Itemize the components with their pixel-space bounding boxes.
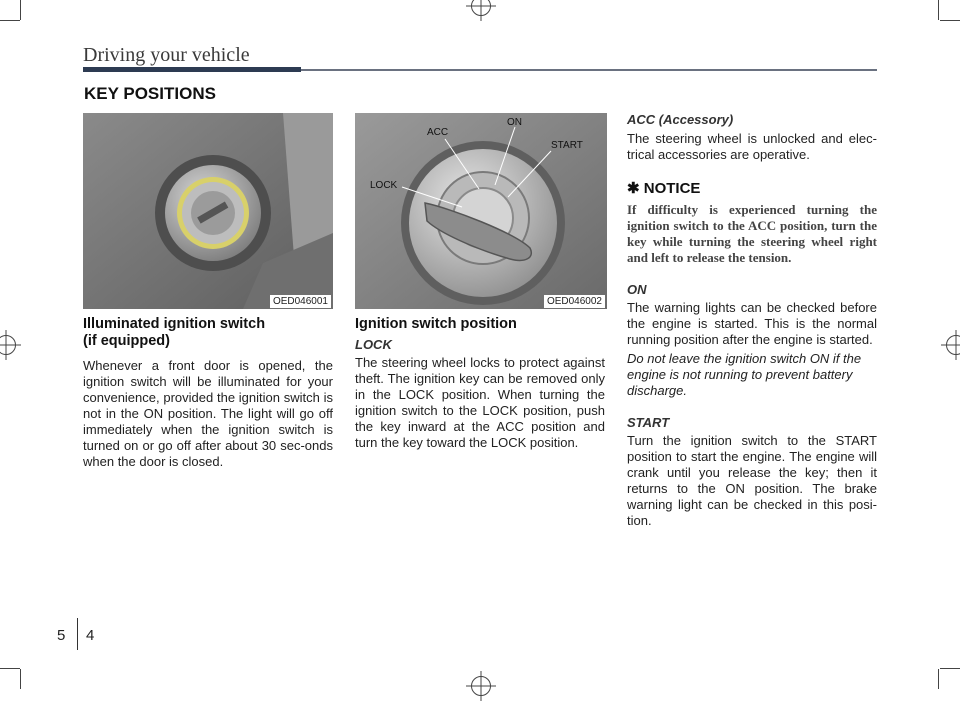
folio-divider	[77, 618, 78, 650]
illuminated-switch-section	[83, 316, 333, 470]
crop-mark	[20, 0, 21, 20]
acc-heading: ACC (Accessory)	[627, 112, 734, 127]
crop-mark	[0, 668, 20, 669]
paragraph: The warning lights can be checked before the engine is started. This is the normal running position after the engine is started.	[627, 300, 877, 347]
section-subheading: Illuminated ignition switch	[83, 316, 266, 332]
caution-note: Do not leave the ignition switch ON if the engine is not running to prevent battery discharge.	[627, 351, 862, 398]
registration-mark	[471, 676, 491, 696]
figure-code: OED046001	[270, 295, 331, 308]
notice-heading	[627, 179, 877, 198]
notice-icon: ✱	[627, 180, 644, 197]
paragraph: The steering wheel is unlocked and elec-trical accessories are operative.	[627, 131, 877, 162]
registration-mark	[946, 335, 960, 355]
section-subheading: Ignition switch position	[355, 316, 517, 332]
illuminated-switch-photo	[83, 113, 333, 309]
paragraph: Turn the ignition switch to the START position to start the engine. The engine will crank until you release the key; then it returns to the ON position. The brake warning light can be checked in this posi-tion.	[627, 433, 877, 528]
lock-label: LOCK	[370, 180, 398, 191]
crop-mark	[20, 669, 21, 689]
section-subheading: (if equipped)	[83, 333, 170, 349]
page-number: 4	[86, 627, 95, 644]
header-rule	[301, 69, 877, 71]
figure-code: OED046002	[544, 295, 605, 308]
section-heading: KEY POSITIONS	[84, 84, 216, 103]
positions-column	[627, 112, 877, 529]
paragraph: Whenever a front door is opened, the ignition switch will be illuminated for your convenience, provided the ignition switch is not in the ON position. The light will go off immediately when the ignition switch is turned on or go off after about 30 sec-onds when the door is closed.	[83, 358, 333, 469]
ignition-position-section	[355, 316, 605, 451]
on-label: ON	[507, 117, 522, 128]
running-header: Driving your vehicle	[83, 44, 250, 66]
acc-label: ACC	[427, 127, 449, 138]
registration-mark	[471, 0, 491, 16]
crop-mark	[938, 0, 939, 20]
ignition-positions-illustration	[355, 113, 607, 309]
start-label: START	[551, 140, 583, 151]
crop-mark	[940, 668, 960, 669]
notice-title: NOTICE	[643, 180, 701, 197]
start-heading: START	[627, 415, 670, 430]
on-heading: ON	[627, 282, 647, 297]
crop-mark	[940, 20, 960, 21]
header-rule	[83, 67, 301, 72]
registration-mark	[0, 335, 16, 355]
chapter-number: 5	[57, 627, 66, 644]
lock-heading: LOCK	[355, 337, 392, 352]
paragraph: The steering wheel locks to protect against theft. The ignition key can be removed only in the LOCK position. When turning the ignition switch to the LOCK position, push the key inward at the ACC position and turn the key toward the LOCK position.	[355, 355, 605, 450]
crop-mark	[0, 20, 20, 21]
ignition-switch-image	[83, 113, 333, 309]
notice-paragraph: If difficulty is experienced turning the ignition switch to the ACC position, turn the key while turning the steering wheel right and left to release the tension.	[627, 202, 877, 265]
crop-mark	[938, 669, 939, 689]
ignition-diagram	[355, 113, 607, 309]
